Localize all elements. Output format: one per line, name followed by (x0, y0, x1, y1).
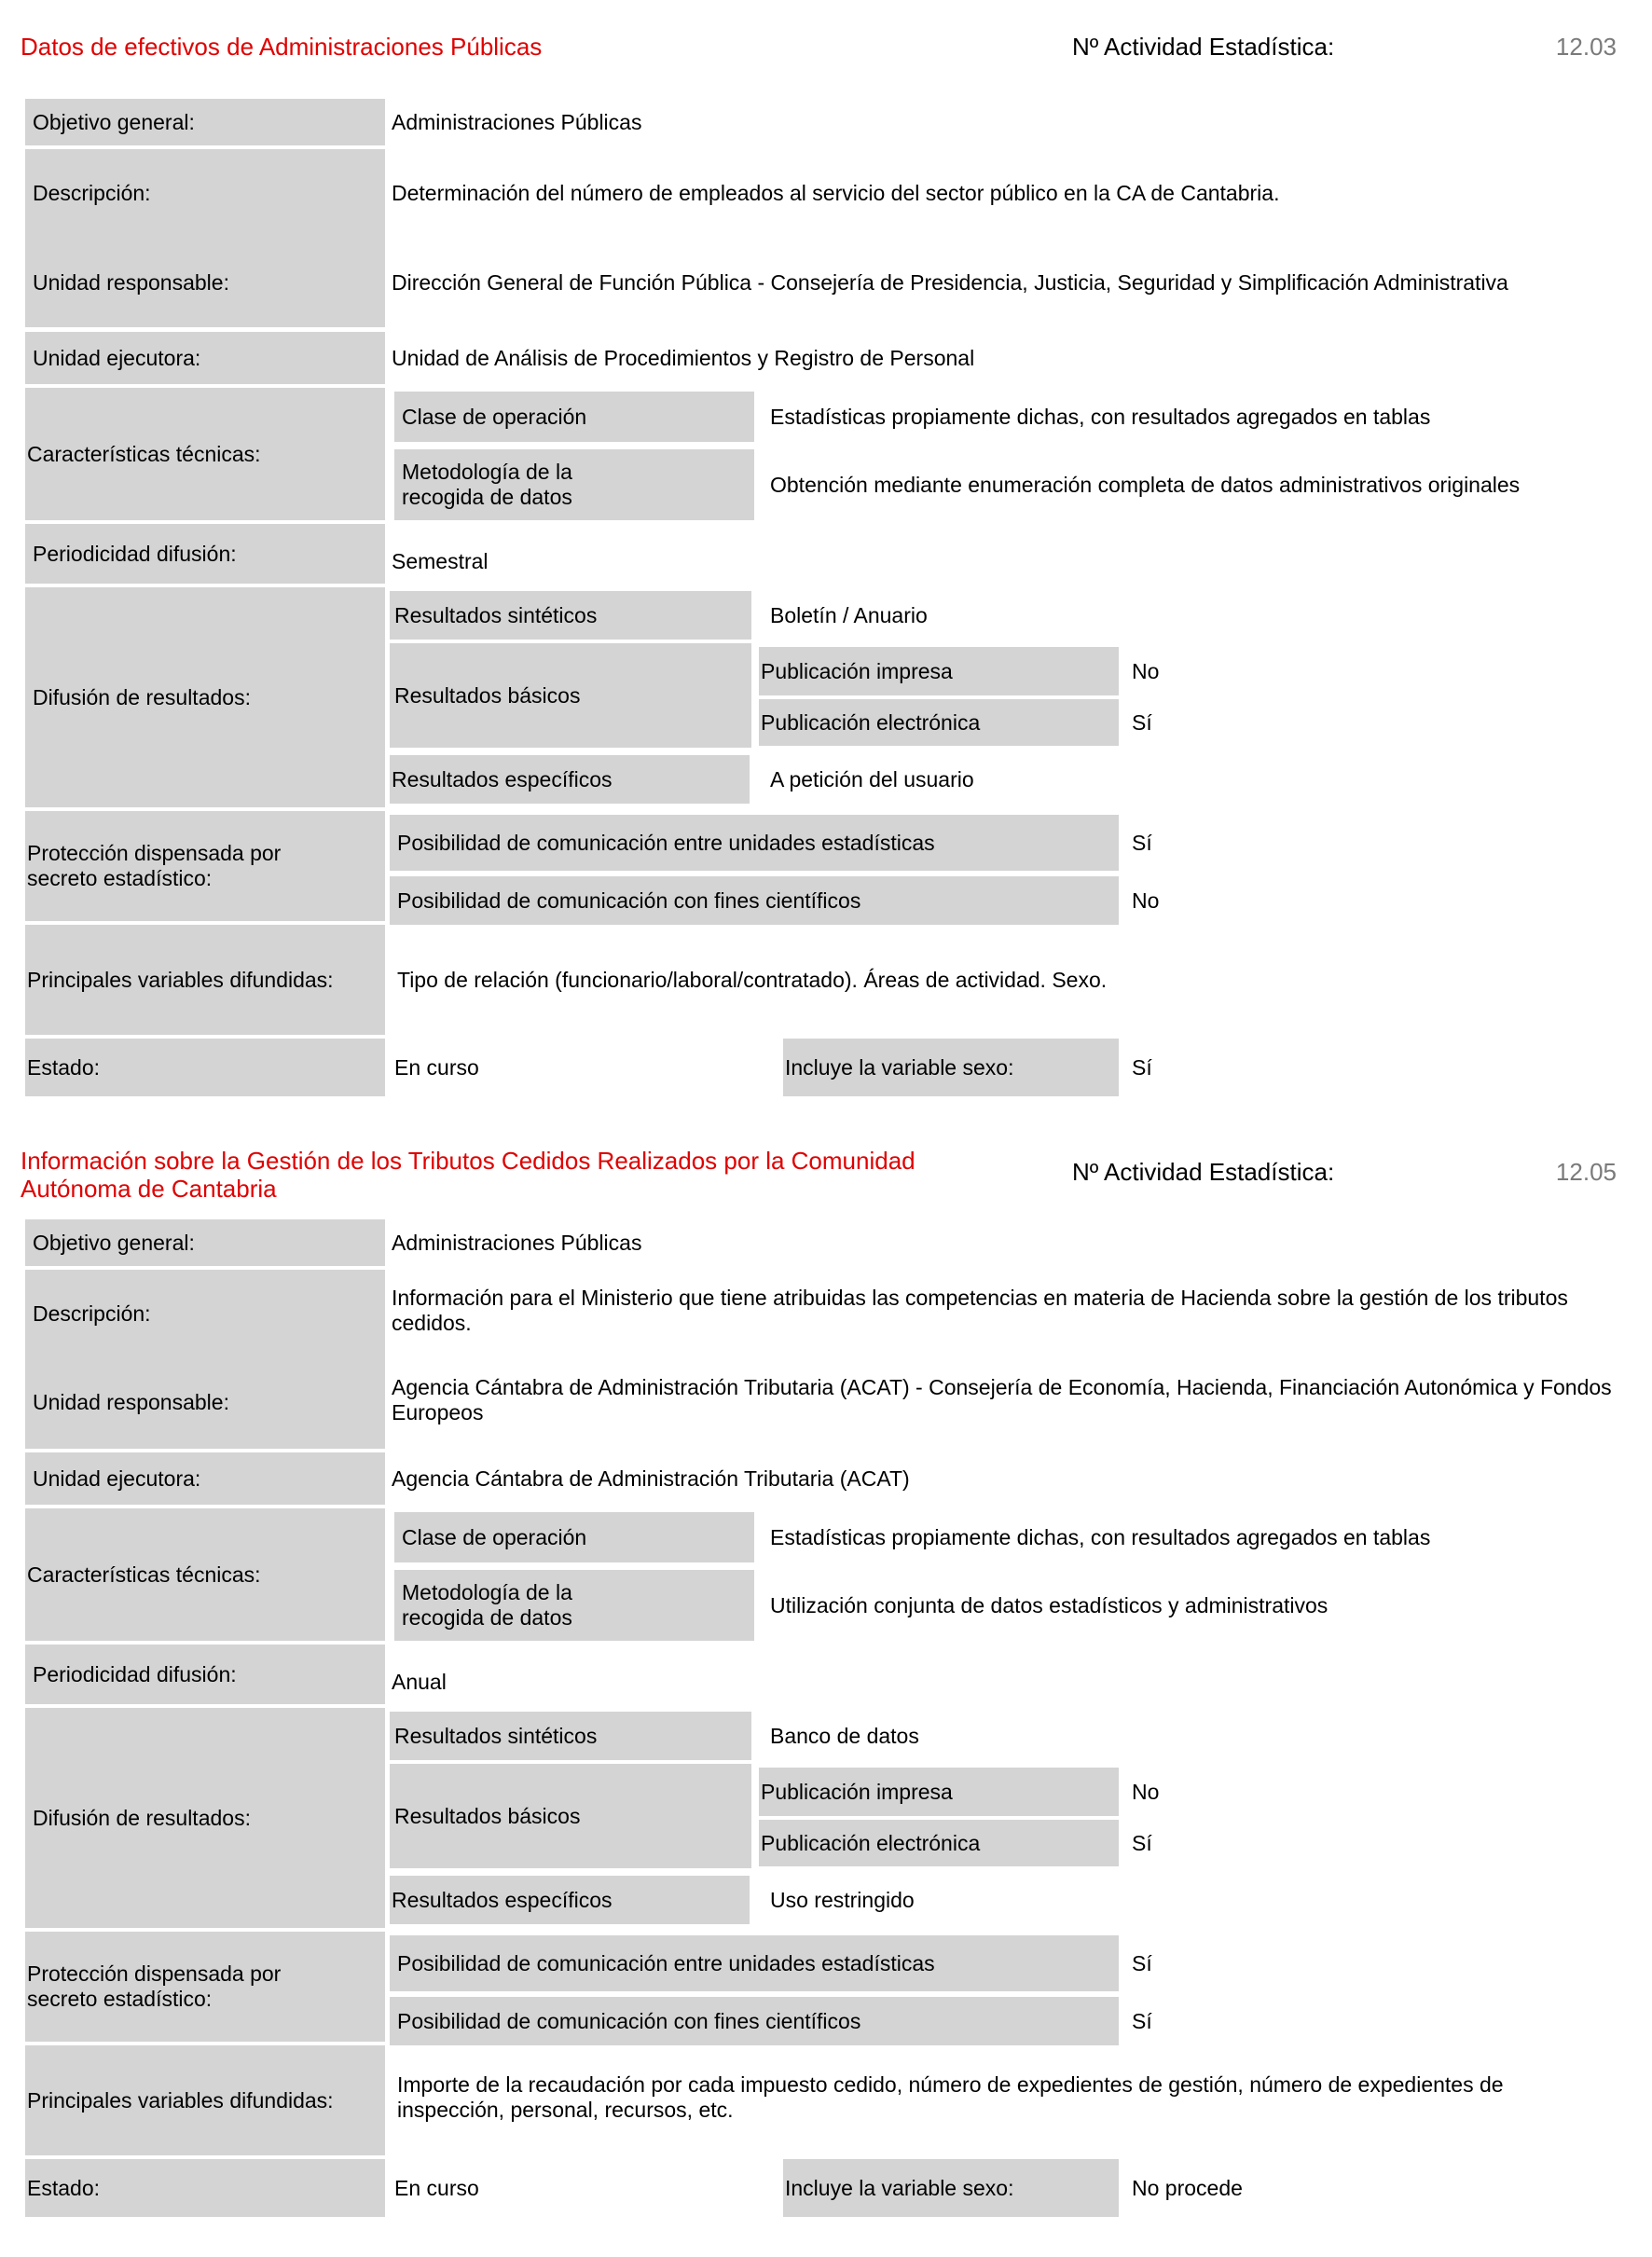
record-12-05 (0, 1132, 1652, 2257)
difusion-resultados-label: Difusión de resultados: (33, 684, 251, 709)
resultados-sinteticos-value: Boletín / Anuario (770, 602, 928, 627)
comunicacion-cientificos-value: Sí (1132, 2008, 1152, 2033)
difusion-resultados-label: Difusión de resultados: (33, 1805, 251, 1830)
activity-number: 12.03 (1555, 33, 1617, 61)
principales-variables-value: Importe de la recaudación por cada impuesto cedido, número de expedientes de gestión, número de expedientes de inspección, personal, recursos, etc. (397, 2072, 1504, 2122)
resultados-especificos-label: Resultados específicos (392, 1887, 613, 1912)
estado-value: En curso (394, 2175, 479, 2200)
comunicacion-unidades-label: Posibilidad de comunicación entre unidades estadísticas (397, 1950, 935, 1975)
caracteristicas-tecnicas-label: Características técnicas: (27, 1562, 261, 1587)
resultados-especificos-value: Uso restringido (770, 1887, 915, 1912)
comunicacion-unidades-label: Posibilidad de comunicación entre unidades estadísticas (397, 830, 935, 855)
metodologia-value: Obtención mediante enumeración completa de datos administrativos originales (770, 472, 1521, 497)
metodologia-value: Utilización conjunta de datos estadísticos y administrativos (770, 1592, 1328, 1617)
estado-value: En curso (394, 1054, 479, 1080)
clase-operacion-label: Clase de operación (402, 404, 587, 429)
unidad-ejecutora-label: Unidad ejecutora: (33, 345, 201, 370)
unidad-ejecutora-value: Unidad de Análisis de Procedimientos y Registro de Personal (392, 345, 975, 370)
descripcion-value: Determinación del número de empleados al servicio del sector público en la CA de Cantabria. (392, 180, 1280, 205)
record-12-03 (0, 0, 1652, 1119)
periodicidad-difusion-label: Periodicidad difusión: (33, 541, 237, 566)
resultados-basicos-label: Resultados básicos (394, 682, 581, 708)
objetivo-general-value: Administraciones Públicas (392, 109, 642, 134)
proteccion-secreto-label: Protección dispensada por secreto estadístico: (27, 1961, 282, 2011)
clase-operacion-label: Clase de operación (402, 1524, 587, 1549)
clase-operacion-value: Estadísticas propiamente dichas, con resultados agregados en tablas (770, 1524, 1431, 1549)
incluye-sexo-label: Incluye la variable sexo: (785, 2175, 1014, 2200)
publicacion-impresa-value: No (1132, 1779, 1160, 1804)
comunicacion-unidades-value: Sí (1132, 830, 1152, 855)
record-title: Información sobre la Gestión de los Tributos Cedidos Realizados por la Comunidad Autónoma de Cantabria (21, 1147, 915, 1203)
objetivo-general-label: Objetivo general: (33, 109, 195, 134)
comunicacion-unidades-value: Sí (1132, 1950, 1152, 1975)
record-title: Datos de efectivos de Administraciones Públicas (21, 33, 543, 61)
unidad-responsable-label: Unidad responsable: (33, 1389, 229, 1414)
periodicidad-value: Semestral (392, 548, 489, 573)
principales-variables-label: Principales variables difundidas: (27, 967, 334, 992)
principales-variables-value: Tipo de relación (funcionario/laboral/contratado). Áreas de actividad. Sexo. (397, 967, 1108, 992)
activity-number-label: Nº Actividad Estadística: (1072, 1158, 1335, 1186)
incluye-sexo-value: No procede (1132, 2175, 1243, 2200)
metodologia-label: Metodología de la recogida de datos (402, 460, 572, 509)
activity-number: 12.05 (1555, 1158, 1617, 1186)
objetivo-general-label: Objetivo general: (33, 1230, 195, 1255)
publicacion-electronica-value: Sí (1132, 1830, 1152, 1855)
incluye-sexo-value: Sí (1132, 1054, 1152, 1080)
unidad-ejecutora-label: Unidad ejecutora: (33, 1466, 201, 1491)
publicacion-electronica-label: Publicación electrónica (761, 1830, 981, 1855)
publicacion-impresa-label: Publicación impresa (761, 1779, 953, 1804)
unidad-responsable-value: Dirección General de Función Pública - Consejería de Presidencia, Justicia, Seguridad y Simplificación Administrativa (392, 269, 1508, 295)
descripcion-label: Descripción: (33, 180, 151, 205)
activity-number-label: Nº Actividad Estadística: (1072, 33, 1335, 61)
resultados-sinteticos-label: Resultados sintéticos (394, 602, 598, 627)
incluye-sexo-label: Incluye la variable sexo: (785, 1054, 1014, 1080)
unidad-responsable-label: Unidad responsable: (33, 269, 229, 295)
principales-variables-label: Principales variables difundidas: (27, 2087, 334, 2112)
unidad-ejecutora-value: Agencia Cántabra de Administración Tributaria (ACAT) (392, 1466, 910, 1491)
periodicidad-difusion-label: Periodicidad difusión: (33, 1661, 237, 1686)
publicacion-electronica-label: Publicación electrónica (761, 709, 981, 735)
publicacion-impresa-label: Publicación impresa (761, 658, 953, 683)
estado-label: Estado: (27, 1054, 100, 1080)
resultados-especificos-value: A petición del usuario (770, 766, 974, 791)
proteccion-secreto-label: Protección dispensada por secreto estadístico: (27, 841, 282, 890)
objetivo-general-value: Administraciones Públicas (392, 1230, 642, 1255)
comunicacion-cientificos-label: Posibilidad de comunicación con fines científicos (397, 2008, 861, 2033)
resultados-basicos-label: Resultados básicos (394, 1803, 581, 1828)
estado-label: Estado: (27, 2175, 100, 2200)
comunicacion-cientificos-label: Posibilidad de comunicación con fines científicos (397, 888, 861, 913)
clase-operacion-value: Estadísticas propiamente dichas, con resultados agregados en tablas (770, 404, 1431, 429)
publicacion-impresa-value: No (1132, 658, 1160, 683)
publicacion-electronica-value: Sí (1132, 709, 1152, 735)
comunicacion-cientificos-value: No (1132, 888, 1160, 913)
resultados-especificos-label: Resultados específicos (392, 766, 613, 791)
resultados-sinteticos-label: Resultados sintéticos (394, 1723, 598, 1748)
resultados-sinteticos-value: Banco de datos (770, 1723, 919, 1748)
metodologia-label: Metodología de la recogida de datos (402, 1580, 572, 1630)
caracteristicas-tecnicas-label: Características técnicas: (27, 441, 261, 466)
descripcion-label: Descripción: (33, 1301, 151, 1326)
periodicidad-value: Anual (392, 1669, 447, 1694)
descripcion-value: Información para el Ministerio que tiene atribuidas las competencias en materia de Hacienda sobre la gestión de los tributos cedidos. (392, 1286, 1568, 1335)
unidad-responsable-value: Agencia Cántabra de Administración Tributaria (ACAT) - Consejería de Economía, Hacienda, Financiación Autonómica y Fondos Europeos (392, 1375, 1612, 1424)
